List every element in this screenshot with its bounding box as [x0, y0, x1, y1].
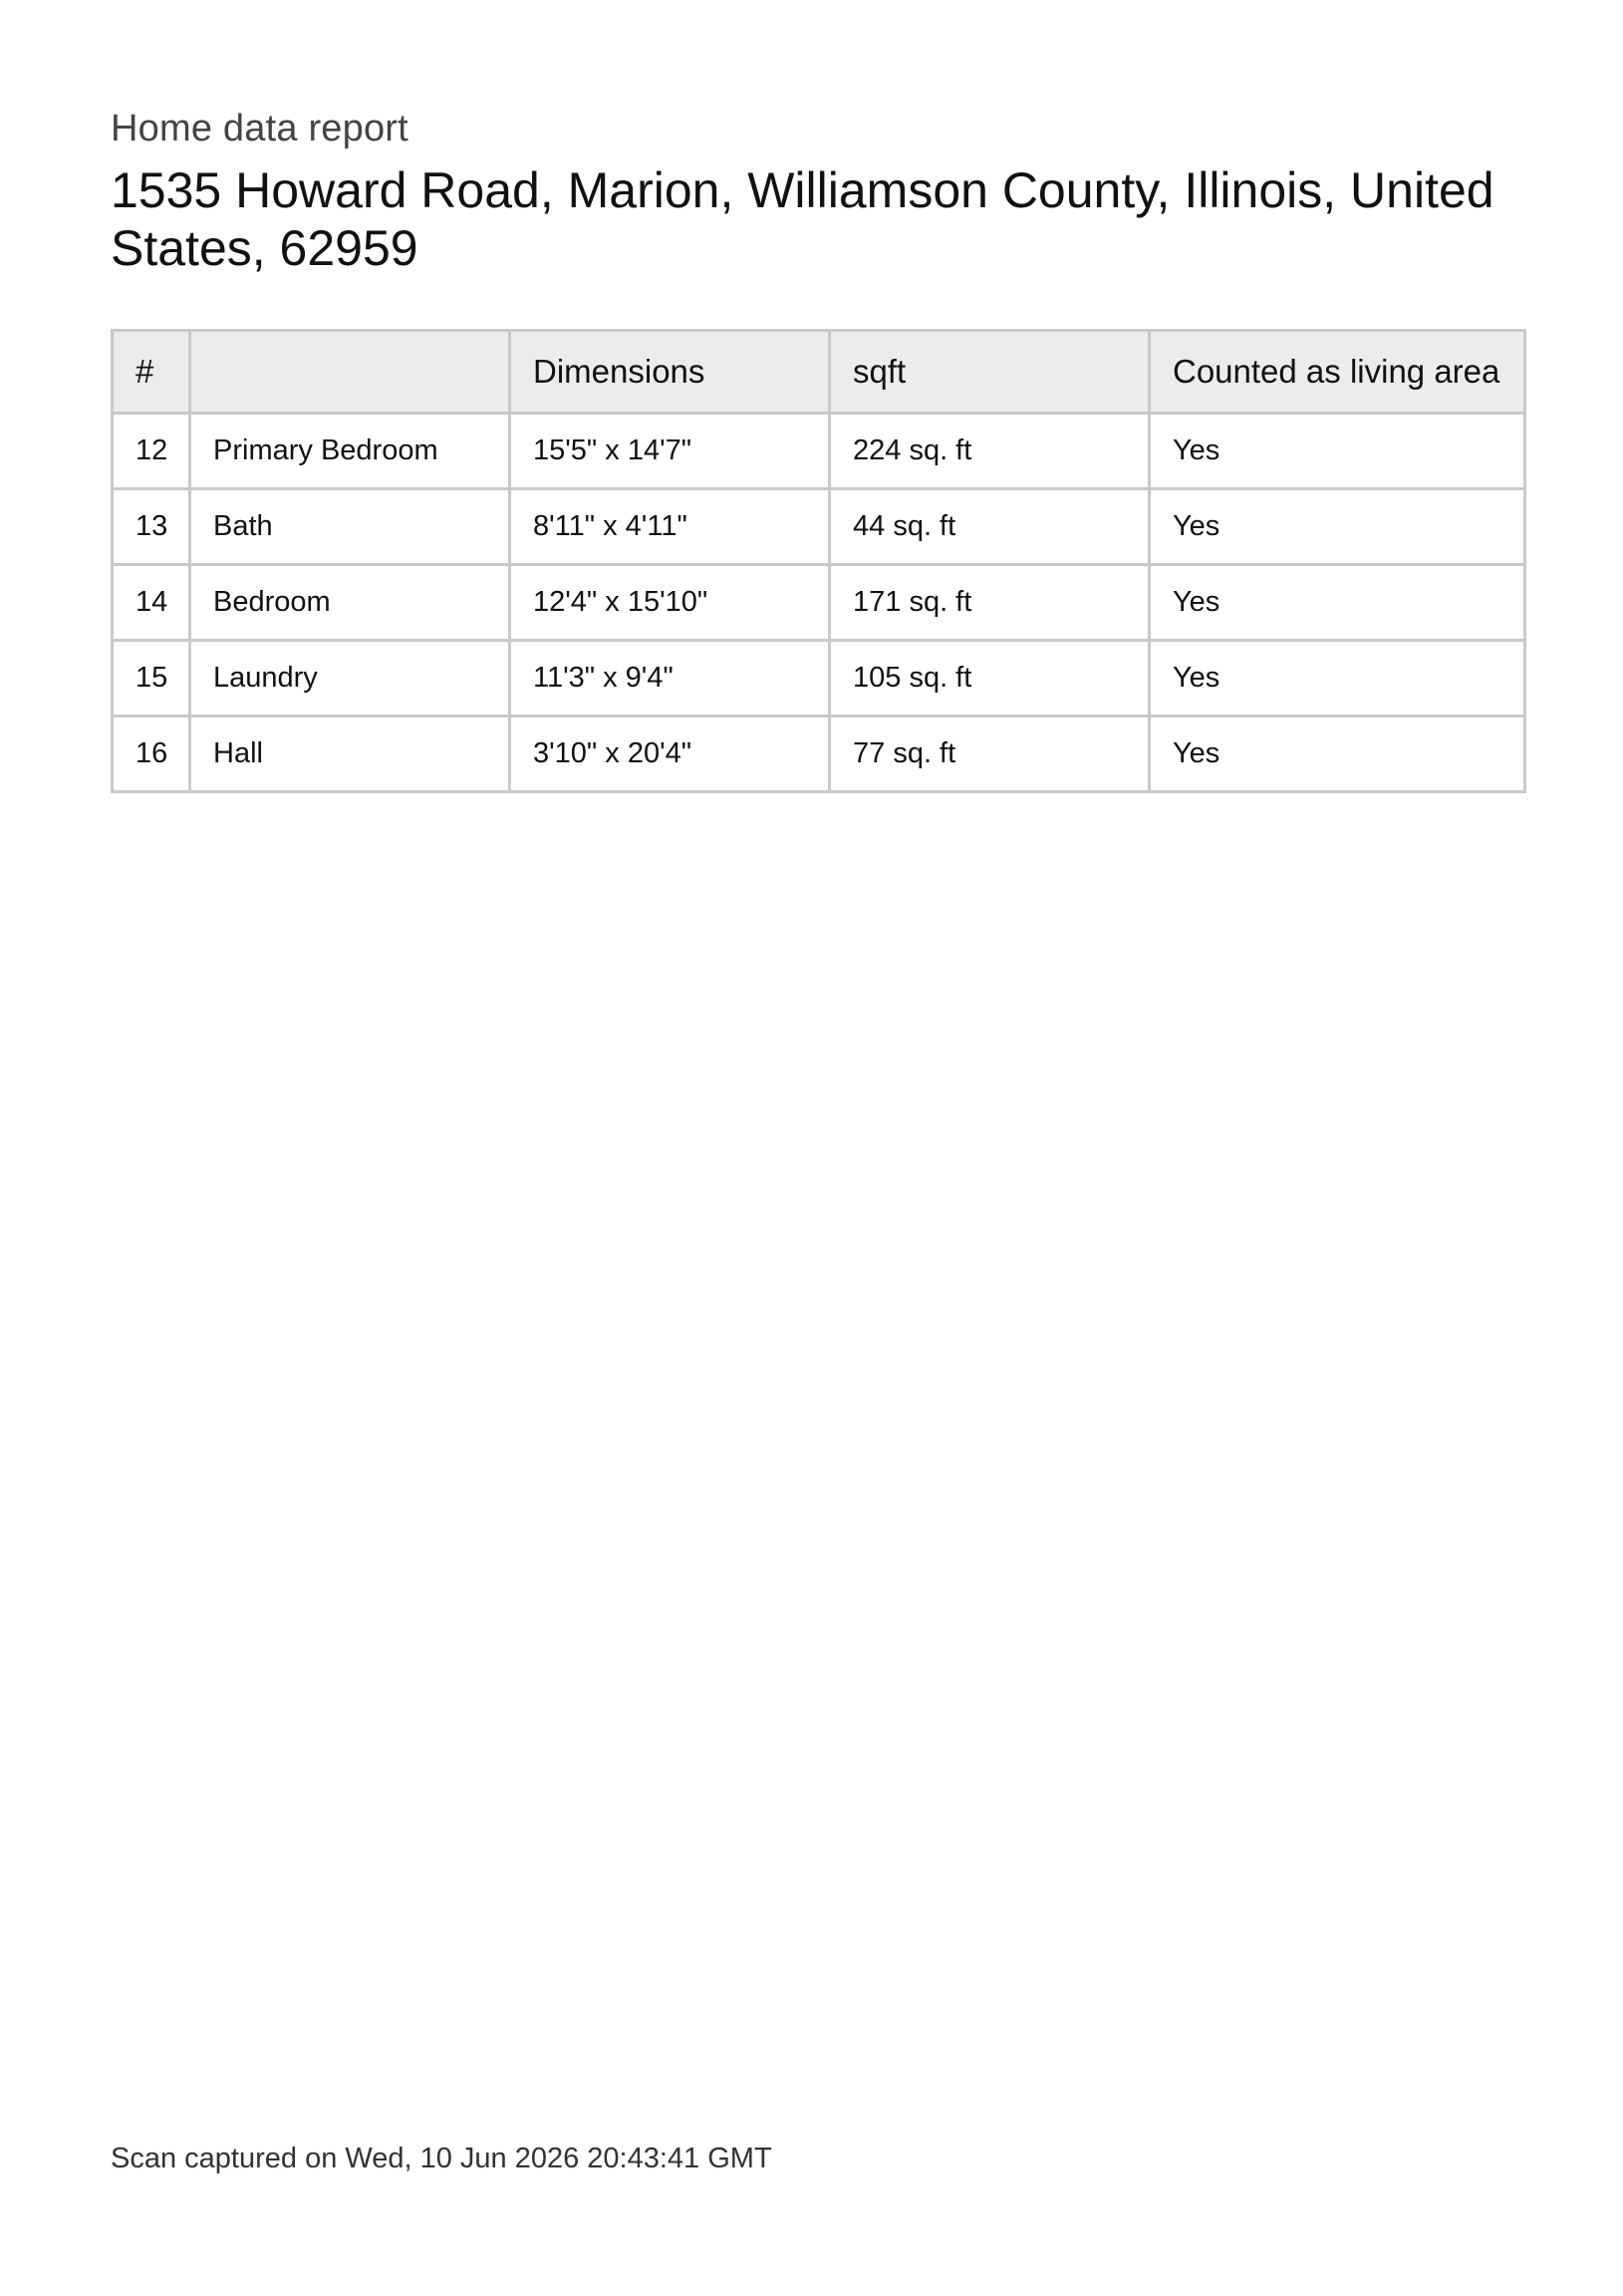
cell-sqft: 105 sq. ft	[830, 641, 1150, 717]
column-header-sqft: sqft	[830, 331, 1150, 414]
page-title: 1535 Howard Road, Marion, Williamson County, Illinois, United States, 62959	[111, 162, 1494, 276]
cell-sqft: 171 sq. ft	[830, 565, 1150, 641]
cell-dimensions: 15'5" x 14'7"	[510, 414, 830, 489]
cell-number: 16	[113, 717, 190, 792]
scan-timestamp: Scan captured on Wed, 10 Jun 2026 20:43:41 GMT	[111, 2143, 772, 2174]
cell-dimensions: 11'3" x 9'4"	[510, 641, 830, 717]
column-header-room	[190, 331, 510, 414]
report-label: Home data report	[111, 108, 408, 149]
cell-room: Bath	[190, 489, 510, 565]
cell-number: 14	[113, 565, 190, 641]
table-row	[113, 641, 1525, 717]
column-header-number: #	[113, 331, 190, 414]
table-header-row	[113, 331, 1525, 414]
cell-room: Bedroom	[190, 565, 510, 641]
cell-dimensions: 12'4" x 15'10"	[510, 565, 830, 641]
cell-number: 12	[113, 414, 190, 489]
column-header-living-area: Counted as living area	[1150, 331, 1525, 414]
cell-number: 15	[113, 641, 190, 717]
cell-living-area: Yes	[1150, 489, 1525, 565]
table-row	[113, 489, 1525, 565]
table-row	[113, 414, 1525, 489]
table-row	[113, 717, 1525, 792]
rooms-table	[111, 329, 1526, 793]
cell-sqft: 44 sq. ft	[830, 489, 1150, 565]
cell-living-area: Yes	[1150, 565, 1525, 641]
table-row	[113, 565, 1525, 641]
cell-living-area: Yes	[1150, 641, 1525, 717]
cell-room: Hall	[190, 717, 510, 792]
cell-room: Primary Bedroom	[190, 414, 510, 489]
cell-living-area: Yes	[1150, 717, 1525, 792]
cell-living-area: Yes	[1150, 414, 1525, 489]
cell-dimensions: 3'10" x 20'4"	[510, 717, 830, 792]
column-header-dimensions: Dimensions	[510, 331, 830, 414]
cell-dimensions: 8'11" x 4'11"	[510, 489, 830, 565]
cell-sqft: 77 sq. ft	[830, 717, 1150, 792]
cell-room: Laundry	[190, 641, 510, 717]
cell-number: 13	[113, 489, 190, 565]
cell-sqft: 224 sq. ft	[830, 414, 1150, 489]
